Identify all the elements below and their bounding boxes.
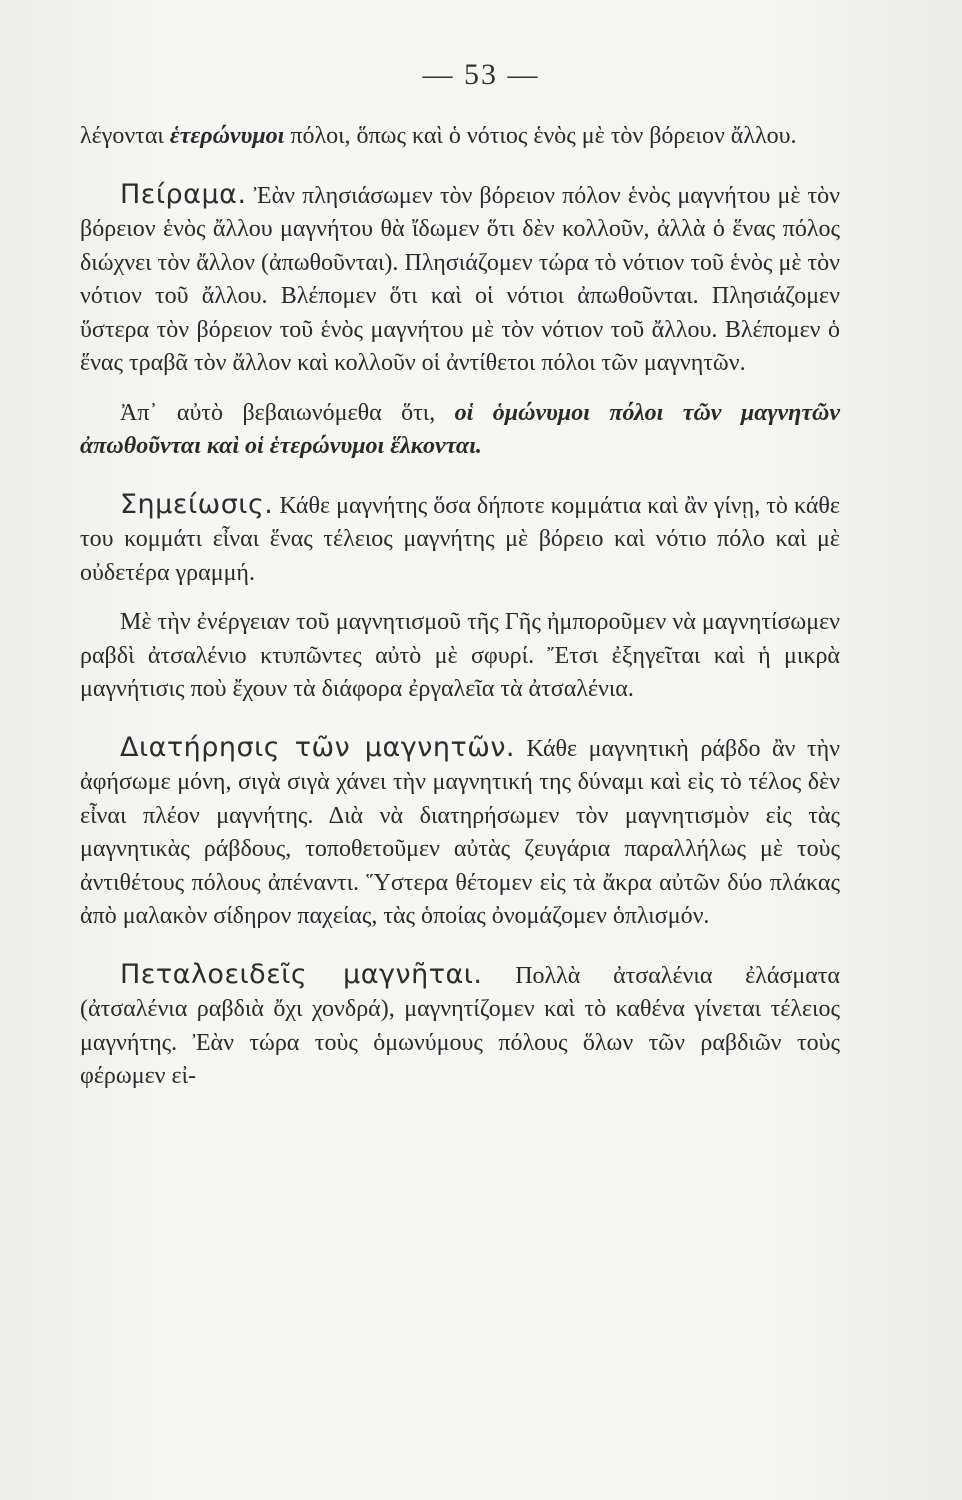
page-text xyxy=(80,120,840,1094)
paragraph-experiment xyxy=(80,178,840,381)
paragraph-text: λέγονται xyxy=(80,123,170,149)
paragraph-horseshoe-magnets xyxy=(80,958,840,1094)
paragraph-text: πόλοι, ὅπως καὶ ὁ νότιος ἑνὸς μὲ τὸν βόρειον ἄλλου. xyxy=(284,123,797,149)
paragraph-conclusion xyxy=(80,397,840,464)
paragraph-text: Μὲ τὴν ἐνέργειαν τοῦ μαγνητισμοῦ τῆς Γῆς ἠμποροῦμεν νὰ μαγνητίσωμεν ραβδὶ ἀτσαλένιο κτυπῶντες αὐτὸ μὲ σφυρί. Ἔτσι ἐξηγεῖται καὶ ἡ μικρὰ μαγνήτισις ποὺ ἔχουν τὰ διάφορα ἐργαλεῖα τὰ ἀτσαλένια. xyxy=(80,609,840,702)
paragraph-text: Κάθε μαγνήτης ὅσα δήποτε κομμάτια καὶ ἂν γίνῃ, τὸ κάθε του κομμάτι εἶναι ἕνας τέλειος μαγνήτης μὲ βόρειο καὶ νότιο πόλο καὶ μὲ οὐδετέρα γραμμή. xyxy=(80,492,840,586)
section-heading-horseshoe: Πεταλοειδεῖς μαγνῆται. xyxy=(120,958,483,990)
section-heading-experiment: Πείραμα. xyxy=(120,178,247,210)
section-heading-note: Σημείωσις. xyxy=(120,488,274,520)
paragraph-poles-definition xyxy=(80,120,840,154)
emphasis-law: οἱ ὁμώνυμοι πόλοι τῶν μαγνητῶν ἀπωθοῦνται καὶ οἱ ἑτερώνυμοι ἕλκονται. xyxy=(80,399,840,459)
page-number: — 53 — xyxy=(422,58,540,91)
paragraph-text: Ἀπ᾽ αὐτὸ βεβαιωνόμεθα ὅτι, xyxy=(120,399,455,426)
paragraph-preservation xyxy=(80,731,840,934)
paragraph-note xyxy=(80,488,840,591)
emphasis-term: ἑτερώνυμοι xyxy=(169,123,285,149)
section-heading-preservation: Διατήρησις τῶν μαγνητῶν. xyxy=(120,731,515,763)
paragraph-text: Πολλὰ ἀτσαλένια ἐλάσματα (ἀτσαλένια ραβδιὰ ὄχι χονδρά), μαγνητίζομεν καὶ τὸ καθένα γίνεται τέλειος μαγνήτης. Ἐὰν τώρα τοὺς ὁμωνύμους πόλους ὅλων τῶν ραβδιῶν τοὺς φέρωμεν εἰ- xyxy=(80,962,840,1089)
paragraph-earth-magnetism xyxy=(80,606,840,707)
paragraph-text: Κάθε μαγνητικὴ ράβδο ἂν τὴν ἀφήσωμε μόνη, σιγὰ σιγὰ χάνει τὴν μαγνητική της δύναμι καὶ εἰς τὸ τέλος δὲν εἶναι πλέον μαγνήτης. Διὰ νὰ διατηρήσωμεν τὸν μαγνητισμὸν εἰς τὰς μαγνητικὰς ράβδους, τοποθετοῦμεν αὐτὰς ζευγάρια παραλλήλως μὲ τοὺς ἀντιθέτους πόλους ἀπέναντι. Ὕστερα θέτομεν εἰς τὰ ἄκρα αὐτῶν δύο πλάκας ἀπὸ μαλακὸν σίδηρον παχείας, τὰς ὁποίας ὀνομάζομεν ὁπλισμόν. xyxy=(80,735,840,929)
paragraph-text: Ἐὰν πλησιάσωμεν τὸν βόρειον πόλον ἑνὸς μαγνήτου μὲ τὸν βόρειον ἑνὸς ἄλλου μαγνήτου θὰ ἴδωμεν ὅτι δὲν κολλοῦν, ἀλλὰ ὁ ἕνας πόλος διώχνει τὸν ἄλλον (ἀπωθοῦνται). Πλησιάζομεν τώρα τὸ νότιον τοῦ ἑνὸς μὲ τὸν νότιον τοῦ ἄλλου. Βλέπομεν ὅτι καὶ οἱ νότιοι ἀπωθοῦνται. Πλησιάζομεν ὕστερα τὸν βόρειον τοῦ ἑνὸς μαγνήτου μὲ τὸν νότιον τοῦ ἄλλου. Βλέπομεν ὁ ἕνας τραβᾶ τὸν ἄλλον καὶ κολλοῦν οἱ ἀντίθετοι πόλοι τῶν μαγνητῶν. xyxy=(80,182,840,376)
